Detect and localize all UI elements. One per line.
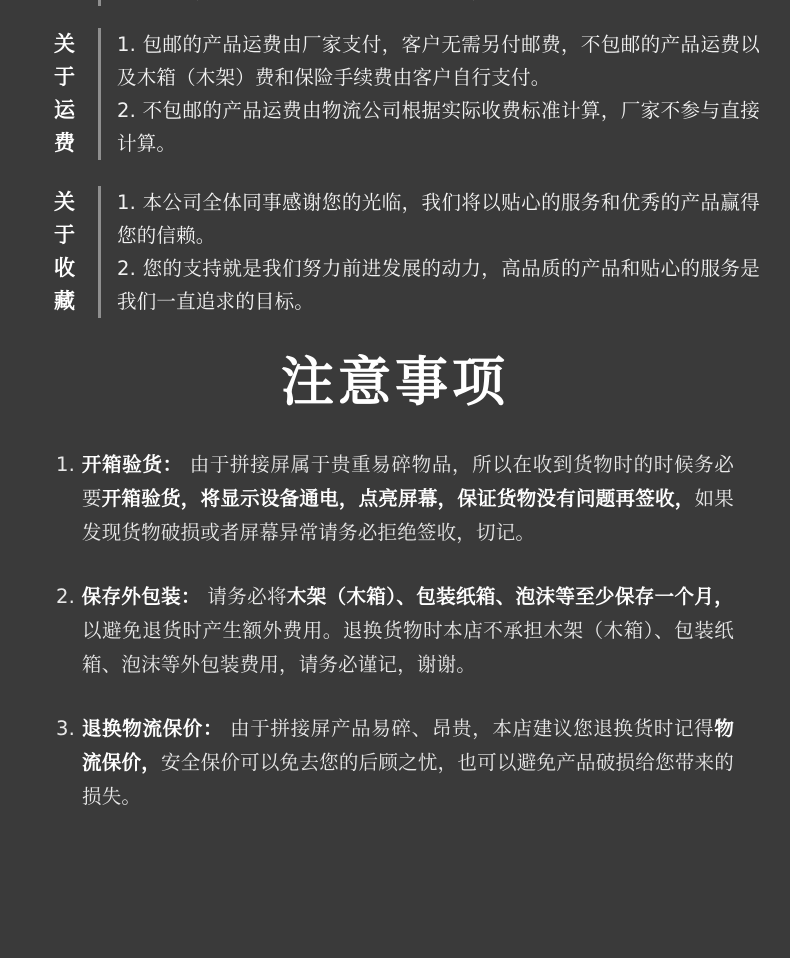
notice-item-separator: ： [180,585,201,609]
notice-section [0,354,790,814]
notice-item-number: 1. [56,453,76,477]
faq-line: 2. 不包邮的产品运费由物流公司根据实际收费标准计算，厂家不参与直接计算。 [117,99,760,155]
faq-body [98,0,760,6]
notice-item-keyword: 开箱验货 [81,453,163,477]
notice-item-emphasis: 木架（木箱）、包装纸箱、泡沫等至少保存一个月， [286,585,734,609]
faq-tag: 关于运费 [54,32,76,155]
notice-item [56,448,734,550]
faq-tag: 关于收藏 [54,190,76,313]
faq-row [30,186,760,318]
faq-row [30,0,760,6]
faq-line [117,0,760,6]
notice-item [56,580,734,682]
notice-title: 注意事项 [281,352,509,413]
faq-body [98,28,760,160]
notice-item-separator: ： [162,453,183,477]
notice-item-text: 由于拼接屏属于贵重易碎物品，所以在收到货物时的时候务必要 [82,453,735,511]
notice-item-text-tail: 如果发现货物破损或者屏幕异常请务必拒绝签收，切记。 [82,487,734,545]
notice-item-text: 请务必将 [207,585,287,609]
notice-item-text-tail: 以避免退货时产生额外费用。退换货物时本店不承担木架（木箱）、包装纸箱、泡沫等外包装费用，请务必谨记，谢谢。 [82,619,734,677]
notice-item-emphasis: 物流保价， [82,717,735,775]
notice-item [56,712,734,814]
notice-item-text-tail: 安全保价可以免去您的后顾之忧，也可以避免产品破损给您带来的损失。 [82,751,734,809]
notice-item-number: 2. [56,585,76,609]
notice-item-keyword: 退换物流保价 [81,717,203,741]
faq-row [30,28,760,160]
faq-section [0,0,790,318]
notice-item-emphasis: 开箱验货，将显示设备通电，点亮屏幕，保证货物没有问题再签收， [101,487,695,511]
notice-item-keyword: 保存外包装 [81,585,181,609]
faq-line: 1. 本公司全体同事感谢您的光临，我们将以贴心的服务和优秀的产品赢得您的信赖。 [117,191,760,247]
notice-item-text: 由于拼接屏产品易碎、昂贵，本店建议您退换货时记得 [230,717,715,741]
faq-line: 2. 您的支持就是我们努力前进发展的动力，高品质的产品和贴心的服务是我们一直追求的目标。 [117,257,760,313]
notice-item-separator: ： [202,717,224,741]
faq-line: 1. 包邮的产品运费由厂家支付，客户无需另付邮费，不包邮的产品运费以及木箱（木架）费和保险手续费由客户自行支付。 [117,33,760,89]
notice-item-number: 3. [56,717,76,741]
faq-body [98,186,760,318]
